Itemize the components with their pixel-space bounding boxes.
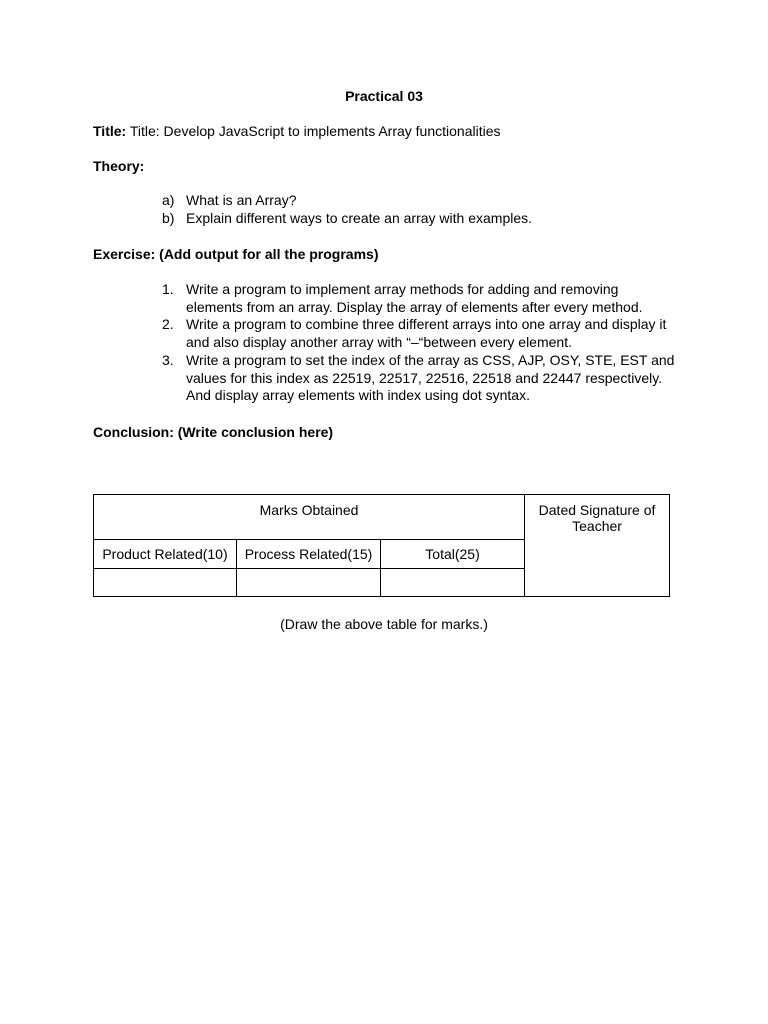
product-related-cell — [94, 569, 237, 597]
exercise-label: Exercise: (Add output for all the programs) — [93, 246, 379, 262]
conclusion-label: Conclusion: (Write conclusion here) — [93, 424, 334, 440]
theory-list — [0, 192, 676, 227]
exercise-item-text: Write a program to implement array methods for adding and removing elements from an array. Display the array of elements after every method. — [186, 281, 643, 315]
marks-table — [93, 494, 670, 597]
list-marker: 1. — [162, 281, 174, 297]
list-marker: a) — [162, 192, 175, 208]
exercise-item — [0, 352, 676, 405]
theory-label: Theory: — [93, 158, 145, 174]
list-marker: 2. — [162, 316, 174, 333]
exercise-list — [0, 281, 676, 405]
theory-item — [0, 210, 676, 228]
theory-item-text: What is an Array? — [186, 192, 297, 208]
exercise-item-text: Write a program to combine three different arrays into one array and display it and also display another array with “–“between every element. — [186, 316, 667, 351]
title-label: Title: — [93, 123, 127, 139]
total-cell — [381, 569, 525, 597]
signature-header-text: Dated Signature of Teacher — [538, 502, 656, 534]
theory-item-text: Explain different ways to create an array with examples. — [186, 209, 533, 226]
process-related-cell — [237, 569, 381, 597]
total-header: Total(25) — [381, 540, 525, 569]
title-text: Title: Develop JavaScript to implements Array functionalities — [129, 123, 501, 139]
process-related-header: Process Related(15) — [237, 540, 381, 569]
title-line — [93, 122, 500, 140]
exercise-item — [0, 281, 676, 316]
marks-obtained-header: Marks Obtained — [94, 495, 525, 540]
exercise-item-text: Write a program to set the index of the array as CSS, AJP, OSY, STE, EST and values for this index as 22519, 22517, 22516, 22518 and 22447 respectively. And display array elements with index using dot syntax. — [186, 351, 675, 404]
theory-item — [0, 192, 676, 210]
exercise-item — [0, 316, 676, 351]
table-row — [94, 495, 670, 540]
practical-heading: Practical 03 — [345, 88, 423, 104]
product-related-header: Product Related(10) — [94, 540, 237, 569]
list-marker: 3. — [162, 351, 174, 368]
signature-header — [525, 495, 670, 597]
table-note: (Draw the above table for marks.) — [280, 616, 488, 632]
list-marker: b) — [162, 209, 175, 226]
